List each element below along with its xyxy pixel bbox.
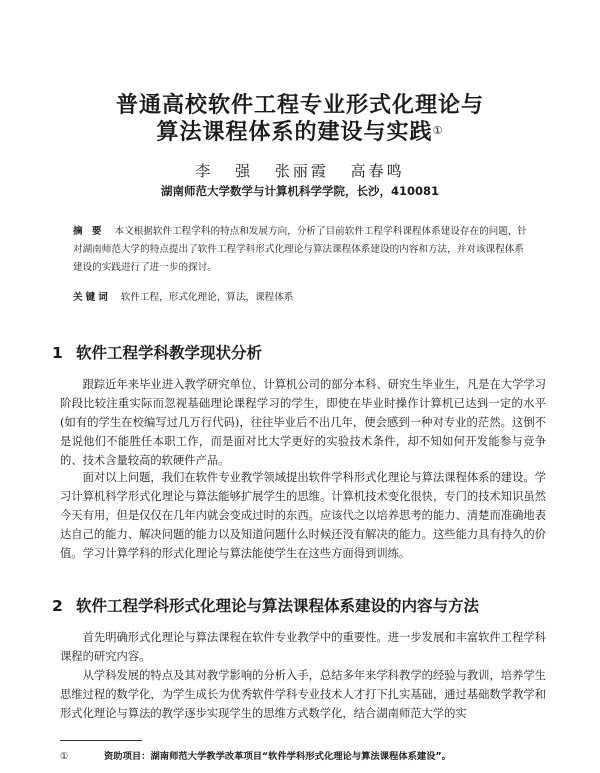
affiliation: 湖南师范大学数学与计算机科学学院，长沙，410081 bbox=[160, 184, 439, 198]
keywords bbox=[73, 289, 533, 307]
title-footnote-mark: ① bbox=[432, 124, 444, 137]
section-2-paragraph: 首先明确形式化理论与算法课程在软件专业教学中的重要性。进一步发展和丰富软件工程学科课程的研究内容。 bbox=[60, 631, 546, 663]
section-2-title: 软件工程学科形式化理论与算法课程体系建设的内容与方法 bbox=[76, 597, 480, 615]
footnote-mark: ① bbox=[60, 751, 69, 762]
title-line-2 bbox=[0, 119, 600, 146]
keywords-text: 软件工程，形式化理论，算法，课程体系 bbox=[120, 292, 294, 303]
section-1-paragraph: 跟踪近年来毕业进入教学研究单位、计算机公司的部分本科、研究生毕业生，凡是在大学学习阶段比较注重实际而忽视基础理论课程学习的学生，即使在毕业时操作计算机已达到一定的水平(如有的学生在校编写过几万行代码)，往往毕业后不出几年，便会感到一种对专业的茫然。这倒不是说他们不能胜任本职工作，而是面对比大学更好的实验技术条件，却不知如何开发能参与竞争的、技术含量较高的软硬件产品。 bbox=[60, 378, 546, 467]
keywords-label: 关键词 bbox=[73, 292, 111, 303]
title-line-1: 普通高校软件工程专业形式化理论与 bbox=[115, 93, 484, 118]
section-2-number: 2 bbox=[52, 597, 63, 615]
section-1-heading bbox=[52, 341, 572, 363]
footnote-text: 资助项目：湖南师范大学教学改革项目“软件学科形式化理论与算法课程体系建设”。 bbox=[104, 751, 451, 762]
section-2-heading bbox=[52, 594, 582, 616]
title-line-2-text: 算法课程体系的建设与实践 bbox=[156, 120, 433, 145]
abstract-label: 摘 要 bbox=[73, 226, 105, 237]
abstract bbox=[73, 223, 533, 277]
abstract-text: 本文根据软件工程学科的特点和发展方向，分析了目前软件工程学科课程体系建设存在的问题，针对湖南师范大学的特点提出了软件工程学科形式化理论与算法课程体系建设的内容和方法，并对该课程体系建设的实践进行了进一步的探讨。 bbox=[73, 226, 528, 273]
footnote bbox=[60, 748, 546, 762]
authors: 李 强 张丽霞 高春鸣 bbox=[195, 162, 405, 180]
section-2-paragraph: 从学科发展的特点及其对教学影响的分析入手，总结多年来学科教学的经验与教训，培养学生思维过程的数学化，为学生成长为优秀软件学科专业技术人才打下扎实基础，通过基础数学教学和形式化理论与算法的教学逐步实现学生的思维方式数学化，结合湖南师范大学的实 bbox=[60, 669, 546, 720]
section-1-title: 软件工程学科教学现状分析 bbox=[76, 344, 263, 362]
footnote-divider bbox=[60, 740, 142, 741]
section-1-paragraph: 面对以上问题，我们在软件专业教学领域提出软件学科形式化理论与算法课程体系的建设。学习计算机科学形式化理论与算法能够扩展学生的思维。计算机技术变化很快，专门的技术知识虽然今天有用，但是仅仅在几年内就会变成过时的东西。应该代之以培养思考的能力、清楚而准确地表达自己的能力、解决问题的能力以及知道问题什么时候还没有解决的能力。这些能力具有持久的价值。学习计算学科的形式化理论与算法能使学生在这些方面得到训练。 bbox=[60, 471, 546, 560]
section-1-number: 1 bbox=[52, 344, 63, 362]
paper-title bbox=[0, 92, 600, 146]
